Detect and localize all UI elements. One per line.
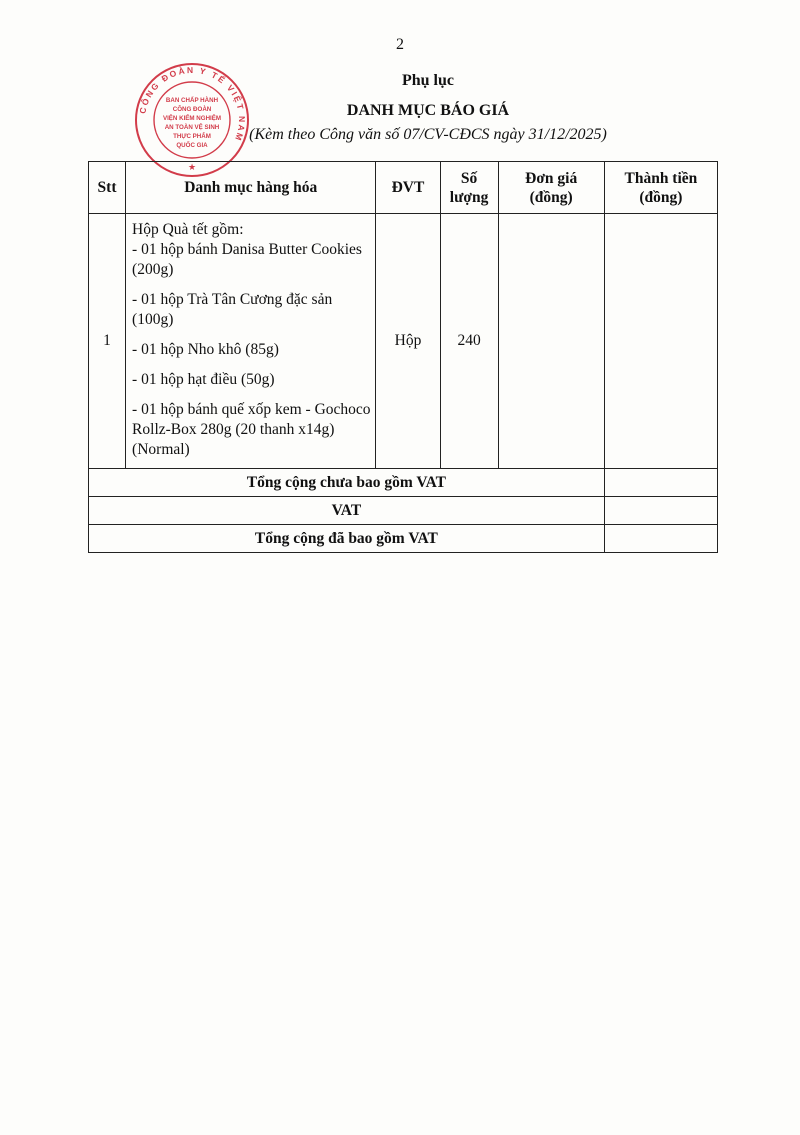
item-line: - 01 hộp Nho khô (85g) bbox=[132, 341, 279, 358]
header-unit: ĐVT bbox=[376, 162, 440, 214]
item-line: - 01 hộp Trà Tân Cương đặc sản (100g) bbox=[132, 291, 333, 328]
reference-line: (Kèm theo Công văn số 07/CV-CĐCS ngày 31/12/2025) bbox=[249, 126, 607, 143]
vat-value bbox=[604, 497, 717, 525]
svg-text:QUỐC GIA: QUỐC GIA bbox=[176, 142, 208, 149]
item-line: - 01 hộp hạt điều (50g) bbox=[132, 371, 275, 388]
header-stt: Stt bbox=[89, 162, 126, 214]
row-stt: 1 bbox=[89, 214, 126, 469]
header-unit-price bbox=[498, 162, 604, 214]
price-quote-table bbox=[88, 161, 718, 553]
page-number: 2 bbox=[396, 36, 404, 53]
subtotal-row bbox=[89, 469, 718, 497]
item-line: - 01 hộp bánh quế xốp kem - Gochoco Rollz-Box 280g (20 thanh x14g) (Normal) bbox=[132, 401, 371, 458]
table-row bbox=[89, 214, 718, 469]
subtotal-value bbox=[604, 469, 717, 497]
svg-text:AN TOÀN VỆ SINH: AN TOÀN VỆ SINH bbox=[164, 124, 220, 131]
appendix-title: Phụ lục bbox=[401, 72, 454, 89]
document-title: DANH MỤC BÁO GIÁ bbox=[346, 102, 510, 119]
row-item-description bbox=[126, 214, 376, 469]
row-unit-price bbox=[498, 214, 604, 469]
svg-text:★: ★ bbox=[187, 162, 197, 172]
header-quantity bbox=[440, 162, 498, 214]
header-total-line2: (đồng) bbox=[639, 188, 683, 206]
vat-label: VAT bbox=[89, 497, 605, 525]
grand-total-value bbox=[604, 525, 717, 553]
vat-row bbox=[89, 497, 718, 525]
header-price-line1: Đơn giá bbox=[525, 169, 578, 187]
header-price-line2: (đồng) bbox=[529, 188, 573, 206]
header-total-line1: Thành tiền bbox=[624, 169, 698, 187]
header-total bbox=[604, 162, 717, 214]
svg-text:VIỆN KIỂM NGHIỆM: VIỆN KIỂM NGHIỆM bbox=[162, 115, 222, 122]
table-header-row bbox=[89, 162, 718, 214]
item-line: - 01 hộp bánh Danisa Butter Cookies (200g) bbox=[132, 241, 362, 278]
header-quantity-line2: lượng bbox=[449, 188, 489, 206]
svg-text:BAN CHẤP HÀNH: BAN CHẤP HÀNH bbox=[165, 97, 219, 104]
svg-text:CÔNG ĐOÀN Y TẾ VIỆT NAM: CÔNG ĐOÀN Y TẾ VIỆT NAM bbox=[137, 64, 248, 144]
header-quantity-line1: Số bbox=[460, 169, 478, 187]
svg-text:THỰC PHẨM: THỰC PHẨM bbox=[173, 133, 211, 140]
row-total bbox=[604, 214, 717, 469]
row-unit: Hộp bbox=[376, 214, 440, 469]
header-item: Danh mục hàng hóa bbox=[126, 162, 376, 214]
grand-total-row bbox=[89, 525, 718, 553]
item-title: Hộp Quà tết gồm: bbox=[132, 221, 244, 238]
subtotal-label: Tổng cộng chưa bao gồm VAT bbox=[89, 469, 605, 497]
grand-total-label: Tổng cộng đã bao gồm VAT bbox=[89, 525, 605, 553]
row-quantity: 240 bbox=[440, 214, 498, 469]
svg-text:CÔNG ĐOÀN: CÔNG ĐOÀN bbox=[172, 106, 212, 113]
